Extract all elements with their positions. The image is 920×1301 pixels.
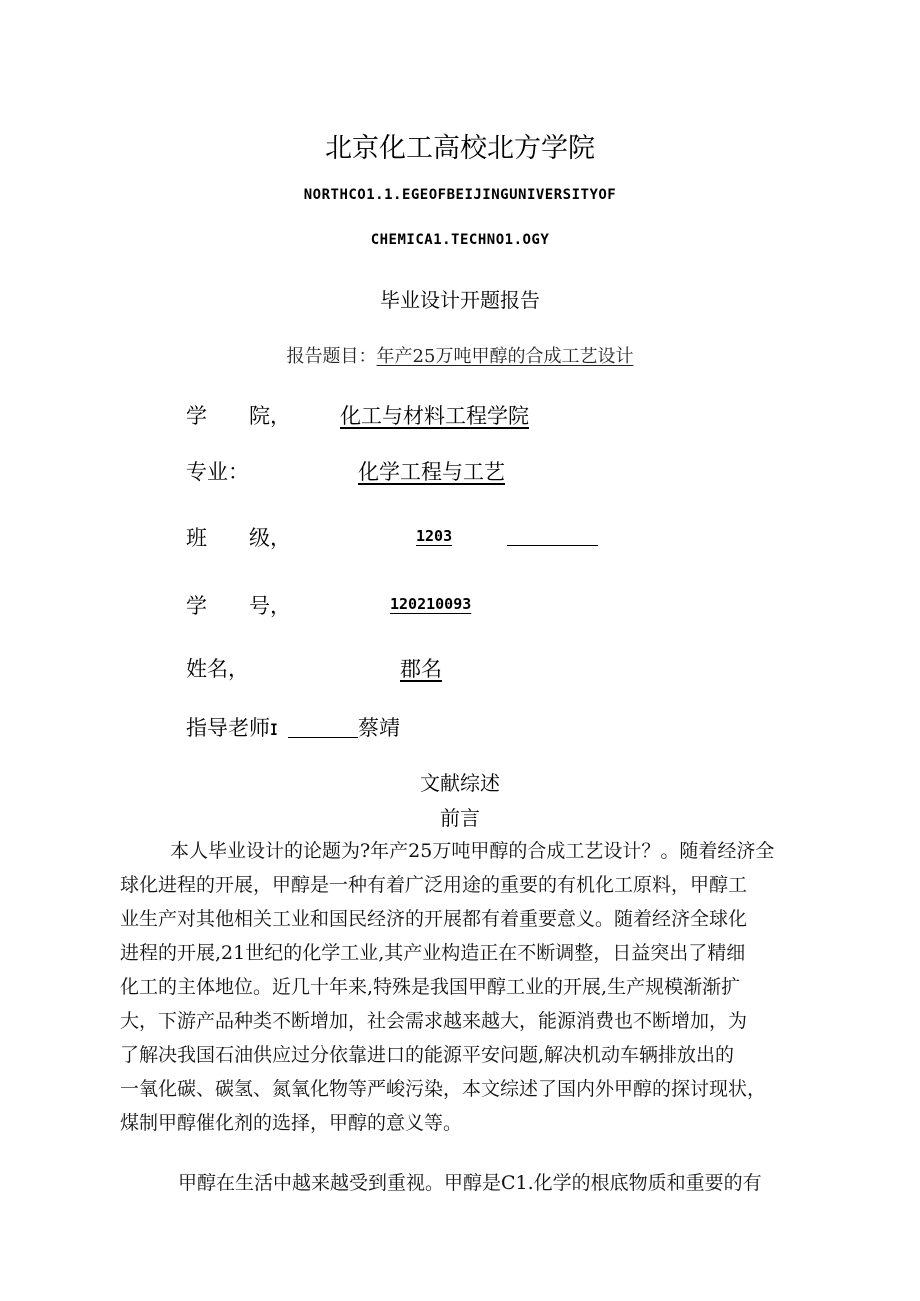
major-label: 专业： [186, 460, 249, 484]
document-title: 毕业设计开题报告 [380, 288, 540, 312]
paragraph-line: 本人毕业设计的论题为?年产25万吨甲醇的合成工艺设计？。随着经济全 [170, 840, 775, 862]
second-paragraph [178, 1166, 818, 1200]
name-value: 郡名 [400, 657, 442, 681]
college-value: 化工与材料工程学院 [340, 404, 529, 428]
paragraph-line: 化工的主体地位。近几十年来,特殊是我国甲醇工业的开展,生产规模渐渐扩 [120, 976, 741, 998]
paragraph-line: 大，下游产品种类不断增加，社会需求越来越大，能源消费也不断增加，为 [120, 1010, 748, 1032]
paragraph-line: 球化进程的开展，甲醇是一种有着广泛用途的重要的有机化工原料，甲醇工 [120, 874, 748, 896]
student-id-value: 120210093 [390, 595, 472, 613]
preface-heading: 前言 [440, 806, 480, 830]
school-name-cn: 北京化工高校北方学院 [325, 133, 595, 164]
paragraph-line: 一氧化碳、碳氢、氮氧化物等严峻污染，本文综述了国内外甲醇的探讨现状， [120, 1078, 767, 1100]
class-label: 班 级， [186, 526, 291, 550]
paragraph-line: 业生产对其他相关工业和国民经济的开展都有着重要意义。随着经济全球化 [120, 908, 748, 930]
school-name-en-line1: NORTHCO1.1.EGEOFBEIJINGUNIVERSITYOF [303, 187, 617, 203]
class-value: 1203 [416, 527, 453, 545]
class-blank-line [507, 545, 598, 546]
report-topic [0, 342, 920, 368]
advisor-label: 指导老师ɪ [186, 716, 278, 740]
name-label: 姓名， [186, 657, 249, 681]
topic-value: 年产25万吨甲醇的合成工艺设计 [376, 346, 634, 367]
paragraph-line: 进程的开展,21世纪的化学工业,其产业构造正在不断调整，日益突出了精细 [120, 942, 746, 964]
paragraph-line: 煤制甲醇催化剂的选择，甲醇的意义等。 [120, 1112, 463, 1134]
major-value: 化学工程与工艺 [358, 460, 505, 484]
school-name-en-line2: CHEMICA1.TECHNO1.OGY [370, 232, 550, 248]
paragraph-line: 甲醇在生活中越来越受到重视。甲醇是C1.化学的根底物质和重要的有 [178, 1172, 762, 1194]
college-label: 学 院， [186, 404, 291, 428]
preface-paragraph [120, 834, 810, 1140]
advisor-value: 蔡靖 [358, 716, 400, 740]
paragraph-line: 了解决我国石油供应过分依靠进口的能源平安问题,解决机动车辆排放出的 [120, 1044, 735, 1066]
review-heading: 文献综述 [420, 771, 500, 795]
topic-label: 报告题目： [286, 346, 377, 367]
student-id-label: 学 号， [186, 594, 291, 618]
advisor-blank-line [288, 737, 358, 738]
